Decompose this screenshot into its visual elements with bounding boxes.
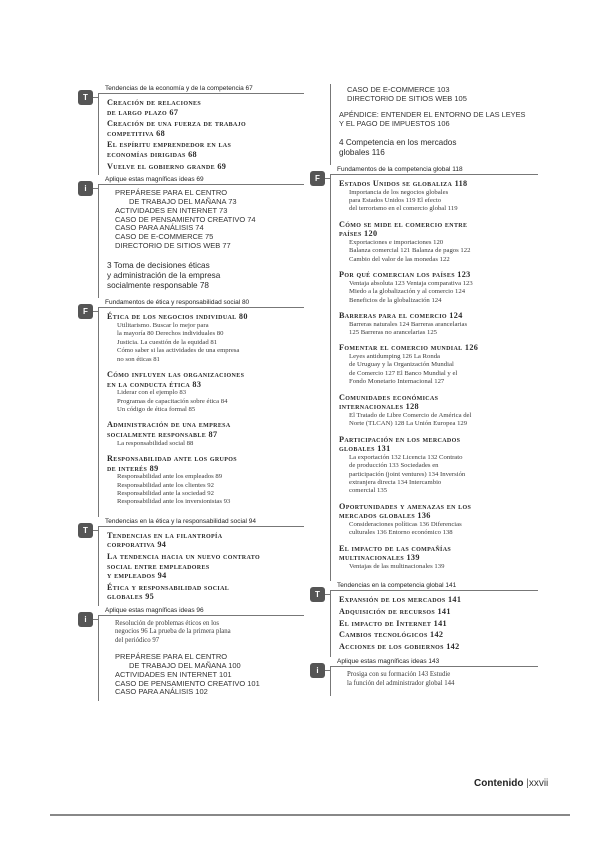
toc-heading[interactable]: Cómo influyen las organizaciones en la conducta ética 83 — [107, 369, 245, 389]
toc-entry[interactable]: economías dirigidas 68 — [107, 149, 197, 159]
section-rule — [98, 616, 99, 701]
toc-subentries: Resolución de problemas éticos en los negocios 96 La prueba de la primera plana del periódico 97 — [115, 619, 231, 644]
toc-entry[interactable]: Expansión de los mercados 141 — [339, 595, 462, 605]
section-tendencias-etica — [70, 517, 304, 606]
toc-heading[interactable]: Por qué comercian los países 123 — [339, 270, 471, 280]
section-continuation — [302, 84, 538, 165]
section-header — [98, 517, 304, 528]
toc-entry[interactable]: El impacto de Internet 141 — [339, 618, 448, 628]
toc-heading[interactable]: Estados Unidos se globaliza 118 — [339, 179, 468, 188]
toc-subentries: Consideraciones políticas 136 Diferencias culturales 136 Entorno económico 138 — [349, 521, 462, 537]
fundamentals-badge-icon: F — [310, 171, 325, 186]
section-rule — [330, 591, 331, 657]
toc-entry[interactable]: DE TRABAJO DEL MAÑANA 100 — [129, 660, 241, 670]
toc-subentries: El Tratado de Libre Comercio de América del Norte (TLCAN) 128 La Unión Europea 129 — [349, 411, 472, 428]
toc-entry[interactable]: Tendencias en la filantropía — [107, 530, 223, 540]
fundamentals-badge-icon: F — [78, 304, 93, 319]
section-header — [330, 165, 538, 176]
section-header-label: Aplique estas magníficas ideas 69 — [105, 176, 204, 184]
toc-subentries: Importancia de los negocios globales para Estados Unidos 119 El efecto del terrorismo en el comercio global 119 — [349, 188, 458, 213]
bottom-rule — [50, 814, 570, 816]
toc-heading[interactable]: Responsabilidad ante los grupos de interés 89 — [107, 453, 237, 473]
chapter-title[interactable]: 3 Toma de decisiones éticas y administración de la empresa socialmente responsable 78 — [107, 260, 221, 291]
section-tendencias-economia — [70, 84, 304, 175]
toc-heading[interactable]: Ética de los negocios individual 80 — [107, 312, 248, 322]
ideas-badge-icon: i — [78, 181, 93, 196]
ideas-badge-icon: i — [78, 612, 93, 627]
trend-badge-icon: T — [78, 523, 93, 538]
toc-entry[interactable]: Ética y responsabilidad social — [107, 582, 230, 592]
toc-subentries: Exportaciones e importaciones 120 Balanza comercial 121 Balanza de pagos 122 Cambio del valor de las monedas 122 — [349, 239, 471, 263]
ideas-badge-icon: i — [310, 663, 325, 678]
toc-entry[interactable]: CASO PARA ANÁLISIS 102 — [115, 687, 208, 697]
toc-entry[interactable]: competitiva 68 — [107, 128, 166, 138]
toc-entry[interactable]: ACTIVIDADES EN INTERNET 73 — [115, 205, 228, 215]
page-footer: Contenido |xxvii — [474, 778, 549, 789]
section-rule — [98, 94, 99, 175]
section-fundamentos-global — [302, 165, 538, 581]
toc-heading[interactable]: Cómo se mide el comercio entre países 120 — [339, 219, 468, 239]
section-header-label: Aplique estas magníficas ideas 143 — [337, 658, 440, 666]
appendix-entry[interactable]: APÉNDICE: ENTENDER EL ENTORNO DE LAS LEYES Y EL PAGO DE IMPUESTOS 106 — [339, 109, 526, 128]
section-aplique-ideas-3 — [302, 657, 538, 696]
toc-entry[interactable]: DIRECTORIO DE SITIOS WEB 105 — [347, 93, 467, 103]
section-header-label: Aplique estas magníficas ideas 96 — [105, 606, 204, 614]
toc-subentries: Barreras naturales 124 Barreras arancelarias 125 Barreras no arancelarias 125 — [349, 320, 468, 337]
toc-entry[interactable]: Cambios tecnológicos 142 — [339, 630, 444, 640]
section-rule — [98, 185, 99, 298]
section-rule — [330, 84, 331, 165]
toc-heading[interactable]: Participación en los mercados globales 131 — [339, 434, 461, 454]
footer-label: Contenido — [474, 778, 524, 789]
toc-entry[interactable]: CASO PARA ANÁLISIS 74 — [115, 223, 204, 233]
toc-heading[interactable]: Comunidades económicas internacionales 128 — [339, 392, 439, 412]
toc-entry[interactable]: Adquisición de recursos 141 — [339, 607, 451, 617]
section-fundamentos-etica — [70, 298, 304, 516]
toc-entry[interactable]: Acciones de los gobiernos 142 — [339, 641, 460, 651]
section-aplique-ideas-2 — [70, 606, 304, 701]
toc-subentries: La exportación 132 Licencia 132 Contrato de producción 133 Sociedades en participación (joint ventures) 134 Inversión extranjera directa 134 Intercambio comercial 135 — [349, 453, 466, 495]
section-header-label: Tendencias de la economía y de la competencia 67 — [105, 85, 253, 92]
section-header-label: Tendencias en la competencia global 141 — [337, 582, 457, 590]
toc-entry[interactable]: de largo plazo 67 — [107, 107, 179, 117]
toc-heading[interactable]: Administración de una empresa socialmente responsable 87 — [107, 420, 231, 439]
toc-entry[interactable]: PREPÁRESE PARA EL CENTRO — [115, 652, 228, 662]
page-number: xxvii — [528, 778, 549, 789]
section-rule — [98, 527, 99, 606]
toc-subentries: La responsabilidad social 88 — [117, 439, 194, 447]
toc-subentries: Prosiga con su formación 143 Estudie la función del administrador global 144 — [347, 671, 455, 687]
toc-entry[interactable]: Creación de una fuerza de trabajo — [107, 119, 247, 129]
section-header — [330, 581, 538, 592]
toc-heading[interactable]: Fomentar el comercio mundial 126 — [339, 343, 479, 353]
toc-entry[interactable]: CASO DE PENSAMIENTO CREATIVO 74 — [115, 214, 256, 224]
toc-subentries: Leyes antidumping 126 La Ronda de Uruguay y la Organización Mundial de Comercio 127 El Banco Mundial y el Fondo Monetario Internacional 127 — [349, 353, 458, 386]
toc-feature-list — [115, 189, 304, 251]
toc-entry[interactable]: ACTIVIDADES EN INTERNET 101 — [115, 669, 232, 679]
toc-entry[interactable]: La tendencia hacia un nuevo contrato — [107, 551, 260, 561]
toc-subentries: Ventajas de las multinacionales 139 — [349, 563, 445, 571]
toc-entry[interactable]: corporativa 94 — [107, 540, 167, 550]
section-aplique-ideas-1 — [70, 175, 304, 298]
section-rule — [330, 175, 331, 581]
toc-subentries: Liderar con el ejemplo 83 Programas de capacitación sobre ética 84 Un código de ética formal 85 — [117, 389, 228, 413]
toc-entry[interactable]: y empleados 94 — [107, 571, 167, 581]
section-header-label: Tendencias en la ética y la responsabilidad social 94 — [105, 517, 257, 525]
section-header — [98, 606, 304, 617]
right-column — [302, 84, 538, 696]
toc-entry[interactable]: CASO DE E-COMMERCE 103 — [347, 85, 450, 94]
section-tendencias-global — [302, 581, 538, 657]
section-rule — [98, 308, 99, 516]
toc-entry[interactable]: globales 95 — [107, 592, 155, 602]
toc-entry[interactable]: DE TRABAJO DEL MAÑANA 73 — [129, 196, 237, 206]
section-header-label: Fundamentos de la competencia global 118 — [337, 166, 463, 173]
toc-entry[interactable]: DIRECTORIO DE SITIOS WEB 77 — [115, 240, 231, 250]
section-header — [330, 657, 538, 668]
toc-entry[interactable]: Vuelve el gobierno grande 69 — [107, 161, 227, 171]
section-rule — [330, 667, 331, 696]
toc-feature-list — [115, 653, 304, 697]
toc-feature-list — [347, 86, 538, 104]
toc-entry[interactable]: Creación de relaciones — [107, 98, 202, 107]
toc-heading[interactable]: Barreras para el comercio 124 — [339, 311, 463, 321]
trend-badge-icon: T — [78, 90, 93, 105]
toc-entry[interactable]: El espíritu emprendedor en las — [107, 140, 232, 150]
section-header — [98, 175, 304, 186]
toc-entry[interactable]: PREPÁRESE PARA EL CENTRO — [115, 188, 228, 198]
toc-entry[interactable]: CASO DE E-COMMERCE 75 — [115, 232, 214, 242]
trend-badge-icon: T — [310, 587, 325, 602]
toc-subentries: Ventaja absoluta 123 Ventaja comparativa 123 Miedo a la globalización y al comercio 124 Beneficios de la globalización 124 — [349, 279, 473, 304]
section-header-label: Fundamentos de ética y responsabilidad social 80 — [105, 299, 250, 307]
chapter-title[interactable]: 4 Competencia en los mercados globales 116 — [339, 137, 457, 157]
toc-entry[interactable]: social entre empleadores — [107, 561, 210, 571]
section-header — [98, 298, 304, 309]
section-header — [98, 84, 304, 95]
toc-entry[interactable]: CASO DE PENSAMIENTO CREATIVO 101 — [115, 678, 260, 688]
toc-subentries: Utilitarismo. Buscar lo mejor para la mayoría 80 Derechos individuales 80 Justicia. La cuestión de la equidad 81 Cómo saber si las actividades de una empresa no son éticas 81 — [117, 321, 240, 363]
toc-subentries: Responsabilidad ante los empleados 89 Responsabilidad ante los clientes 92 Responsabilidad ante la sociedad 92 Responsabilidad ante los inversionistas 93 — [117, 473, 231, 506]
toc-heading[interactable]: El impacto de las compañías multinacionales 139 — [339, 543, 452, 563]
left-column — [70, 84, 304, 701]
toc-heading[interactable]: Oportunidades y amenazas en los mercados globales 136 — [339, 501, 472, 521]
